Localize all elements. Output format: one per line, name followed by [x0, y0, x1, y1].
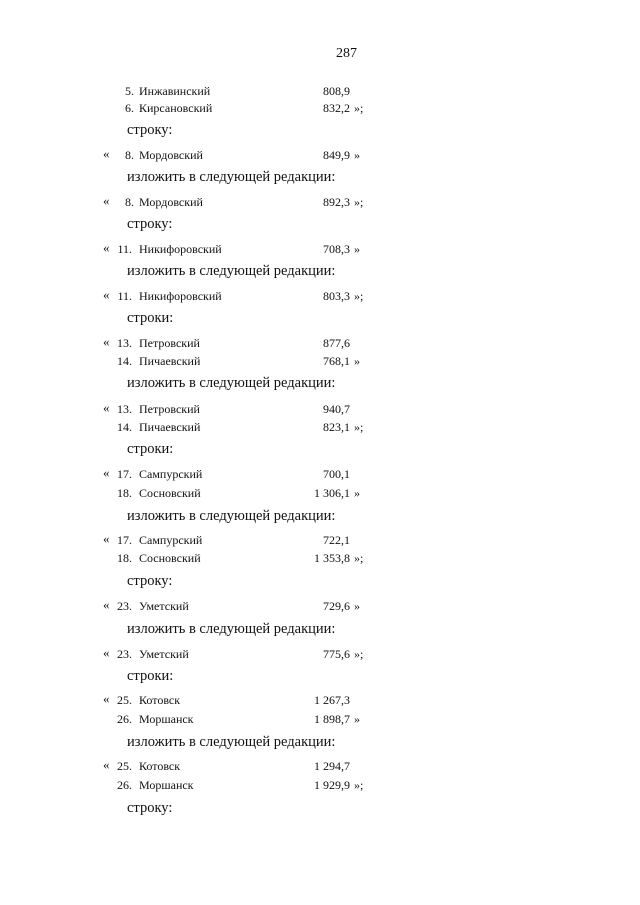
district-name: Моршанск	[139, 778, 194, 792]
row-number: 5.	[125, 84, 134, 98]
closing-quote: »;	[354, 101, 364, 115]
value-cell: 877,6	[323, 336, 350, 350]
row-number: 8.	[125, 195, 134, 209]
value-cell: 849,9	[323, 148, 350, 162]
closing-quote: »;	[354, 551, 364, 565]
table-row	[0, 549, 640, 567]
row-number: 18.	[117, 486, 132, 500]
table-row	[0, 99, 640, 117]
value-cell: 722,1	[323, 533, 350, 547]
opening-quote: «	[103, 757, 110, 772]
instruction-text: изложить в следующей редакции:	[127, 375, 336, 391]
opening-quote: «	[103, 691, 110, 706]
value-cell: 1 267,3	[314, 693, 350, 707]
opening-quote: «	[103, 645, 110, 660]
district-name: Пичаевский	[139, 420, 201, 434]
row-number: 18.	[117, 551, 132, 565]
row-number: 14.	[117, 354, 132, 368]
opening-quote: «	[103, 334, 110, 349]
district-name: Котовск	[139, 693, 181, 707]
table-row	[0, 757, 640, 775]
row-number: 14.	[117, 420, 132, 434]
row-number: 11.	[117, 289, 132, 303]
closing-quote: »	[354, 148, 360, 162]
instruction-text: строку:	[127, 800, 173, 816]
instruction-text: строку:	[127, 573, 173, 589]
district-name: Никифоровский	[139, 242, 222, 256]
value-cell: 1 294,7	[314, 759, 350, 773]
table-row	[0, 193, 640, 211]
value-cell: 768,1	[323, 354, 350, 368]
row-number: 13.	[117, 336, 132, 350]
table-row	[0, 776, 640, 794]
closing-quote: »;	[354, 289, 364, 303]
row-number: 13.	[117, 402, 132, 416]
instruction-text: строки:	[127, 668, 174, 684]
value-cell: 940,7	[323, 402, 350, 416]
instruction-text: строки:	[127, 441, 174, 457]
value-cell: 892,3	[323, 195, 350, 209]
instruction-text: строки:	[127, 310, 174, 326]
value-cell: 1 353,8	[314, 551, 350, 565]
value-cell: 832,2	[323, 101, 350, 115]
value-cell: 700,1	[323, 467, 350, 481]
district-name: Мордовский	[139, 148, 203, 162]
instruction-text: изложить в следующей редакции:	[127, 169, 336, 185]
table-row	[0, 82, 640, 100]
value-cell: 823,1	[323, 420, 350, 434]
opening-quote: «	[103, 465, 110, 480]
district-name: Петровский	[139, 402, 200, 416]
table-row	[0, 418, 640, 436]
district-name: Пичаевский	[139, 354, 201, 368]
row-number: 23.	[117, 599, 132, 613]
opening-quote: «	[103, 287, 110, 302]
district-name: Уметский	[139, 599, 189, 613]
opening-quote: «	[103, 531, 110, 546]
table-row	[0, 531, 640, 549]
table-row	[0, 334, 640, 352]
closing-quote: »	[354, 242, 360, 256]
table-row	[0, 691, 640, 709]
row-number: 8.	[125, 148, 134, 162]
district-name: Уметский	[139, 647, 189, 661]
value-cell: 1 929,9	[314, 778, 350, 792]
table-row	[0, 400, 640, 418]
district-name: Котовск	[139, 759, 181, 773]
instruction-text: изложить в следующей редакции:	[127, 508, 336, 524]
closing-quote: »	[354, 354, 360, 368]
value-cell: 1 898,7	[314, 712, 350, 726]
value-cell: 729,6	[323, 599, 350, 613]
table-row	[0, 287, 640, 305]
row-number: 17.	[117, 467, 132, 481]
row-number: 26.	[117, 712, 132, 726]
table-row	[0, 352, 640, 370]
closing-quote: »	[354, 599, 360, 613]
district-name: Кирсановский	[139, 101, 213, 115]
row-number: 25.	[117, 759, 132, 773]
opening-quote: «	[103, 193, 110, 208]
district-name: Сосновский	[139, 551, 201, 565]
closing-quote: »;	[354, 647, 364, 661]
instruction-text: изложить в следующей редакции:	[127, 734, 336, 750]
district-name: Мордовский	[139, 195, 203, 209]
table-row	[0, 597, 640, 615]
row-number: 26.	[117, 778, 132, 792]
district-name: Сампурский	[139, 467, 203, 481]
value-cell: 808,9	[323, 84, 350, 98]
instruction-text: строку:	[127, 122, 173, 138]
row-number: 11.	[117, 242, 132, 256]
opening-quote: «	[103, 400, 110, 415]
value-cell: 803,3	[323, 289, 350, 303]
table-row	[0, 645, 640, 663]
district-name: Никифоровский	[139, 289, 222, 303]
closing-quote: »;	[354, 195, 364, 209]
row-number: 25.	[117, 693, 132, 707]
table-row	[0, 465, 640, 483]
closing-quote: »	[354, 486, 360, 500]
row-number: 17.	[117, 533, 132, 547]
page-number: 287	[336, 46, 357, 61]
table-row	[0, 484, 640, 502]
district-name: Инжавинский	[139, 84, 211, 98]
opening-quote: «	[103, 240, 110, 255]
district-name: Петровский	[139, 336, 200, 350]
closing-quote: »;	[354, 778, 364, 792]
instruction-text: изложить в следующей редакции:	[127, 263, 336, 279]
table-row	[0, 240, 640, 258]
district-name: Сампурский	[139, 533, 203, 547]
closing-quote: »;	[354, 420, 364, 434]
table-row	[0, 710, 640, 728]
instruction-text: строку:	[127, 216, 173, 232]
instruction-text: изложить в следующей редакции:	[127, 621, 336, 637]
value-cell: 775,6	[323, 647, 350, 661]
value-cell: 1 306,1	[314, 486, 350, 500]
row-number: 6.	[125, 101, 134, 115]
opening-quote: «	[103, 146, 110, 161]
row-number: 23.	[117, 647, 132, 661]
district-name: Сосновский	[139, 486, 201, 500]
district-name: Моршанск	[139, 712, 194, 726]
opening-quote: «	[103, 597, 110, 612]
closing-quote: »	[354, 712, 360, 726]
table-row	[0, 146, 640, 164]
value-cell: 708,3	[323, 242, 350, 256]
